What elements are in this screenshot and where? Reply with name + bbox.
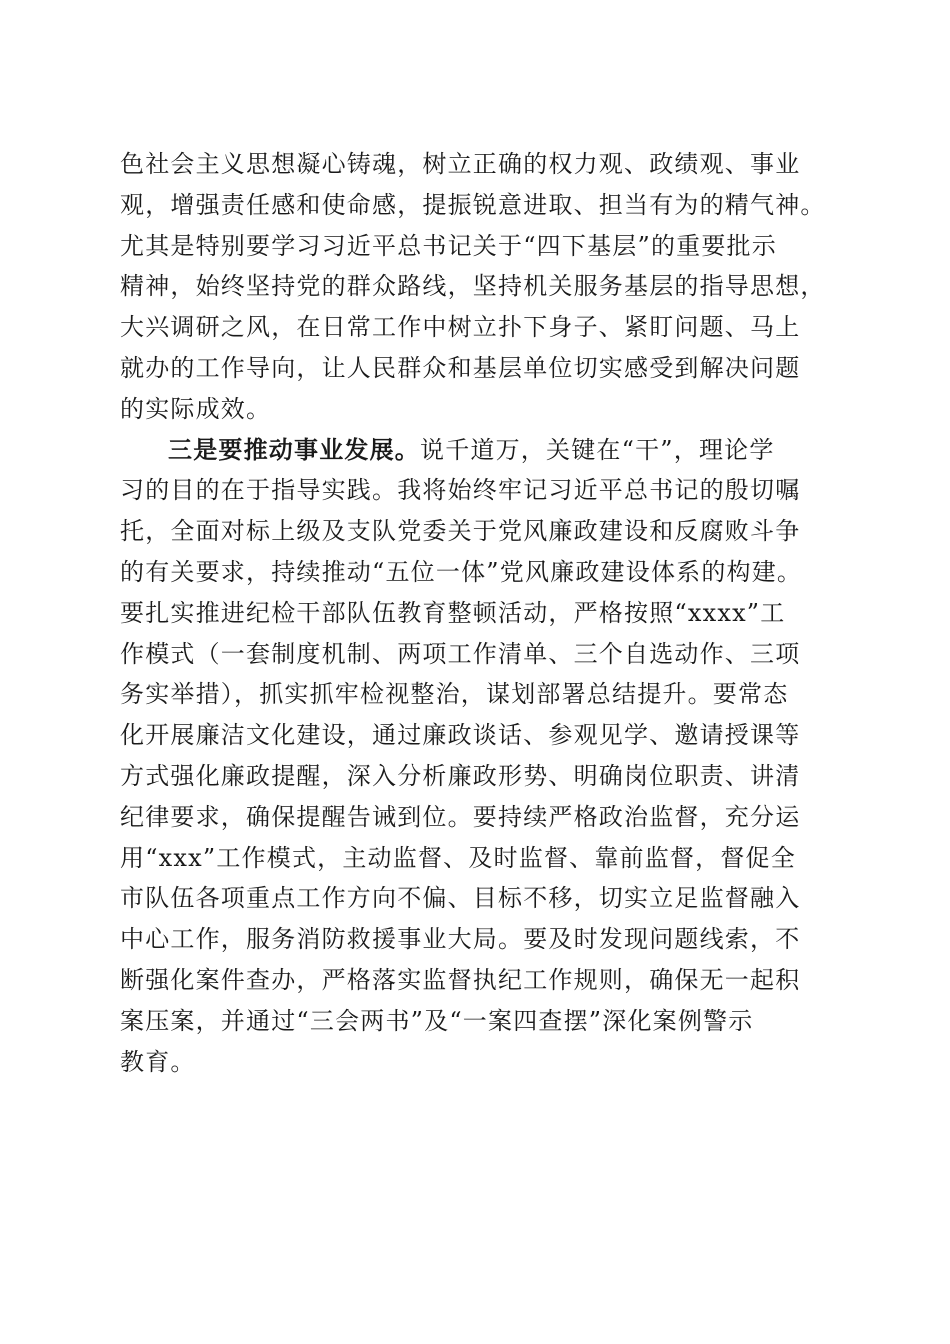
paragraph-heading: 三是要推动事业发展。 bbox=[168, 434, 420, 464]
text-line: 要扎实推进纪检干部队伍教育整顿活动，严格按照“xxxx”工 bbox=[120, 598, 786, 627]
text-line: 案压案，并通过“三会两书”及“一案四查摆”深化案例警示 bbox=[120, 1006, 754, 1035]
body-text bbox=[120, 144, 840, 1082]
text-line: 的实际成效。 bbox=[120, 394, 272, 423]
text-line: 市队伍各项重点工作方向不偏、目标不移，切实立足监督融入 bbox=[120, 884, 801, 913]
text-line: 用“xxx”工作模式，主动监督、及时监督、靠前监督，督促全 bbox=[120, 843, 796, 872]
text-line: 就办的工作导向，让人民群众和基层单位切实感受到解决问题 bbox=[120, 353, 801, 382]
text-line: 纪律要求，确保提醒告诫到位。要持续严格政治监督，充分运 bbox=[120, 802, 801, 831]
text-line: 习的目的在于指导实践。我将始终牢记习近平总书记的殷切嘱 bbox=[120, 476, 801, 505]
heading-line-rest: 说千道万，关键在“干”，理论学 bbox=[420, 435, 775, 464]
text-line: 化开展廉洁文化建设，通过廉政谈话、参观见学、邀请授课等 bbox=[120, 721, 801, 750]
text-line: 大兴调研之风，在日常工作中树立扑下身子、紧盯问题、马上 bbox=[120, 313, 801, 342]
text-line: 的有关要求，持续推动“五位一体”党风廉政建设体系的构建。 bbox=[120, 557, 803, 586]
text-line: 方式强化廉政提醒，深入分析廉政形势、明确岗位职责、讲清 bbox=[120, 761, 801, 790]
text-line: 尤其是特别要学习习近平总书记关于“四下基层”的重要批示 bbox=[120, 231, 777, 260]
text-line: 中心工作，服务消防救援事业大局。要及时发现问题线索，不 bbox=[120, 925, 801, 954]
text-line: 断强化案件查办，严格落实监督执纪工作规则，确保无一起积 bbox=[120, 965, 801, 994]
text-line: 托，全面对标上级及支队党委关于党风廉政建设和反腐败斗争 bbox=[120, 517, 801, 546]
text-line: 观，增强责任感和使命感，提振锐意进取、担当有为的精气神。 bbox=[120, 190, 826, 219]
text-line bbox=[120, 430, 840, 471]
paragraph-1 bbox=[120, 144, 840, 430]
text-line: 教育。 bbox=[120, 1047, 196, 1076]
text-line: 务实举措），抓实抓牢检视整治，谋划部署总结提升。要常态 bbox=[120, 680, 789, 709]
text-line: 色社会主义思想凝心铸魂，树立正确的权力观、政绩观、事业 bbox=[120, 150, 801, 178]
text-line: 作模式（一套制度机制、两项工作清单、三个自选动作、三项 bbox=[120, 639, 801, 668]
text-line: 精神，始终坚持党的群众路线，坚持机关服务基层的指导思想， bbox=[120, 272, 826, 301]
paragraph-2 bbox=[120, 430, 840, 1083]
